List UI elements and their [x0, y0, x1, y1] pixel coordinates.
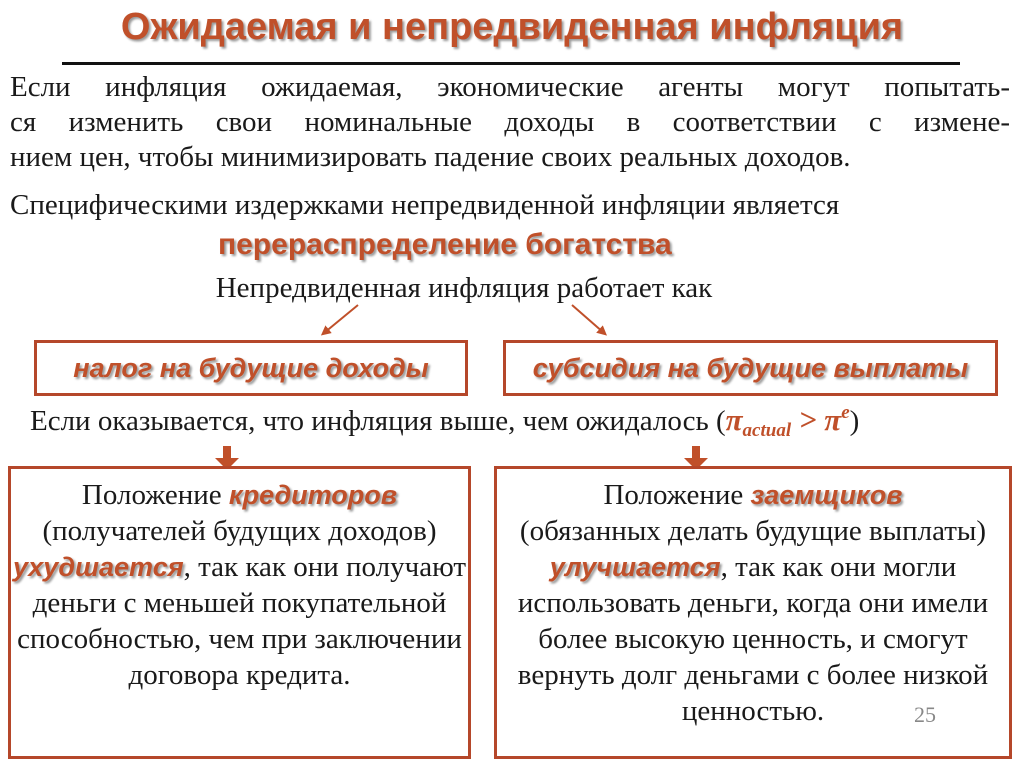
- arrow-to-tax-icon: [324, 305, 358, 333]
- cost-highlight: перераспределение богатства: [218, 228, 672, 261]
- creditors-em: кредиторов: [228, 480, 398, 510]
- page-number: 25: [914, 702, 936, 727]
- borrowers-part3: , так как они могли использовать деньги, когда они имели более высокую ценность, и смогут вернуть долг деньгами с более низкой ценностью.: [517, 551, 989, 727]
- creditors-worsens: ухудшается: [12, 552, 184, 582]
- creditors-part1: Положение: [81, 479, 229, 511]
- tax-box: [34, 340, 468, 396]
- cost-sentence: Специфическими издержками непредвиденной инфляции является: [10, 189, 840, 221]
- borrowers-part2: (обязанных делать будущие выплаты): [519, 515, 987, 547]
- subsidy-box-label: субсидия на будущие выплаты: [532, 352, 969, 383]
- intro-line-2: ся изменить свои номинальные доходы в соответствии с измене-: [10, 106, 1010, 138]
- pi-actual: [725, 402, 792, 441]
- pi-expected-sup: e: [841, 402, 850, 423]
- pi-actual-symbol: π: [725, 402, 743, 437]
- arrow-to-subsidy-icon: [572, 305, 604, 333]
- borrowers-em: заемщиков: [750, 480, 903, 510]
- condition-prefix: Если оказывается, что инфляция выше, чем ожидалось (: [30, 405, 726, 437]
- pi-expected: [824, 402, 849, 437]
- creditors-part2: (получателей будущих доходов): [42, 515, 437, 547]
- works-as-sentence: Непредвиденная инфляция работает как: [215, 272, 713, 304]
- tax-box-label: налог на будущие доходы: [73, 352, 429, 383]
- condition-suffix: ): [849, 405, 860, 437]
- slide-title: Ожидаемая и непредвиденная инфляция: [120, 6, 904, 48]
- intro-line-3: нием цен, чтобы минимизировать падение своих реальных доходов.: [10, 141, 851, 173]
- greater-than: >: [791, 402, 825, 437]
- pi-actual-sub: actual: [742, 420, 792, 441]
- pi-expected-symbol: π: [824, 402, 842, 437]
- creditors-part3: , так как они получают деньги с меньшей покупательной способностью, чем при заключении договора кредита.: [17, 551, 467, 691]
- intro-line-1: Если инфляция ожидаемая, экономические агенты могут попытать-: [10, 71, 1010, 103]
- creditors-box: [8, 466, 471, 759]
- borrowers-improves: улучшается: [549, 552, 721, 582]
- borrowers-part1: Положение: [603, 479, 751, 511]
- condition-sentence: [30, 402, 859, 442]
- subsidy-box: [503, 340, 998, 396]
